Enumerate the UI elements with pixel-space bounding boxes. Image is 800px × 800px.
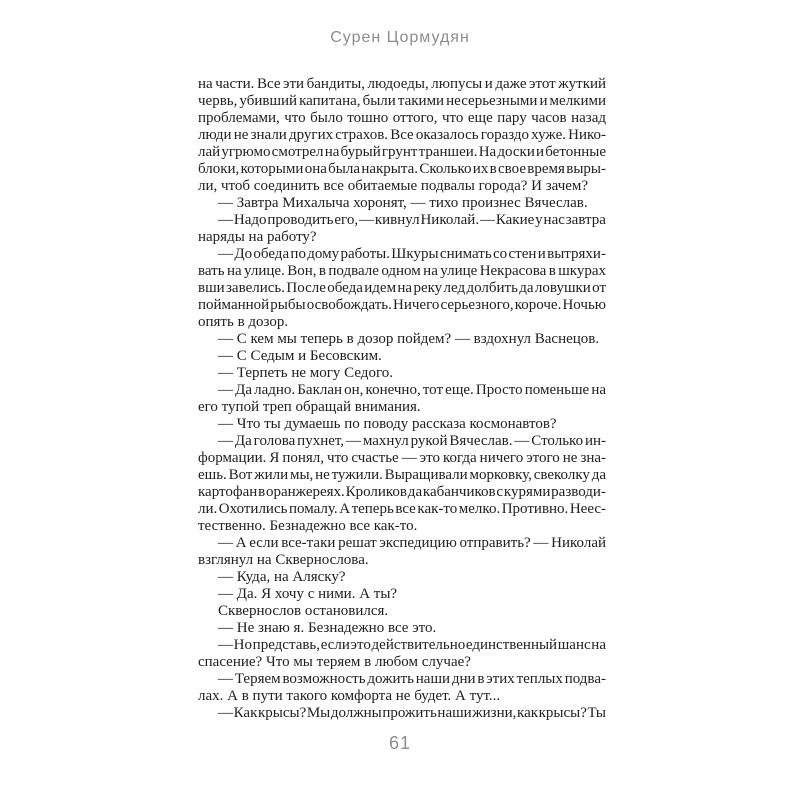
text-line-content: пойманной рыбы освобождать. Ничего серьезного, короче. Ночью [198, 297, 606, 313]
text-line [198, 263, 606, 280]
text-line-content: — Как крысы? Мы должны прожить наши жизни, как крысы? Ты [218, 705, 606, 721]
text-line [198, 178, 606, 195]
text-line-content: — С кем мы теперь в дозор пойдем? — вздохнул Васнецов. [218, 331, 600, 347]
text-line [198, 399, 606, 416]
text-line-content: вши завелись. После обеда идем на реку лед долбить да ловушки от [198, 280, 607, 296]
text-line-content: взглянул на Сквернослова. [198, 552, 369, 568]
text-line [198, 552, 606, 569]
text-line-content: люди не знали других страхов. Все оказалось гораздо хуже. Нико- [198, 127, 607, 143]
text-line-content: его тупой треп обращай внимания. [198, 399, 421, 415]
text-line-content: — До обеда по дому работы. Шкуры снимать со стен и вытряхи- [218, 246, 606, 262]
text-line-content: ешь. Вот жили мы, не тужили. Выращивали морковку, свеколку да [198, 467, 607, 483]
text-line [198, 127, 606, 144]
text-line-content: тественно. Безнадежно все как-то. [198, 518, 418, 534]
text-line [198, 212, 606, 229]
text-line [198, 382, 606, 399]
text-line-content: Сквернослов остановился. [218, 603, 389, 619]
text-line-content: вать на улице. Вон, в подвале одном на улице Некрасова в шкурах [198, 263, 606, 279]
text-line-content: на части. Все эти бандиты, людоеды, люпусы и даже этот жуткий [198, 76, 607, 92]
text-line-content: блоки, которыми она была накрыта. Сколько их в свое время выры- [198, 161, 606, 177]
text-line-content: — Что ты думаешь по поводу рассказа космонавтов? [218, 416, 557, 432]
text-line [198, 518, 606, 535]
text-line-content: — Не знаю я. Безнадежно все это. [218, 620, 437, 636]
text-line [198, 637, 606, 654]
text-line [198, 297, 606, 314]
text-line-content: — Теряем возможность дожить наши дни в этих теплых подва- [218, 671, 606, 687]
text-line [198, 280, 606, 297]
text-line-content: лах. А в пути такого комфорта не будет. А тут... [198, 688, 501, 704]
text-line-content: — Терпеть не могу Седого. [218, 365, 393, 381]
text-line-content: проблемами, что было тошно оттого, что еще пару часов назад [198, 110, 607, 126]
text-line [198, 314, 606, 331]
text-line [198, 433, 606, 450]
text-line-content: картофан в оранжереях. Кроликов да кабанчиков с курями разводи- [198, 484, 606, 500]
text-line [198, 416, 606, 433]
text-line-content: ли. Охотились помалу. А теперь все как-то мелко. Противно. Неес- [198, 501, 607, 517]
text-line [198, 654, 606, 671]
text-line [198, 246, 606, 263]
text-line [198, 348, 606, 365]
text-line-content: наряды на работу? [198, 229, 317, 245]
text-line [198, 688, 606, 705]
text-line [198, 365, 606, 382]
text-line [198, 467, 606, 484]
text-line [198, 144, 606, 161]
page-footer [0, 733, 800, 754]
text-line [198, 110, 606, 127]
text-line-content: — Куда, на Аляску? [218, 569, 346, 585]
text-line-content: — Завтра Михалыча хоронят, — тихо произнес Вячеслав. [218, 195, 588, 211]
text-line-content: — А если все-таки решат экспедицию отправить? — Николай [218, 535, 607, 551]
running-header [0, 29, 800, 47]
text-line [198, 331, 606, 348]
text-line [198, 484, 606, 501]
text-line [198, 195, 606, 212]
text-line [198, 76, 606, 93]
text-line [198, 705, 606, 722]
body-text [198, 76, 606, 722]
text-line [198, 161, 606, 178]
author-name: Сурен Цормудян [330, 29, 470, 46]
text-line [198, 620, 606, 637]
text-line [198, 93, 606, 110]
text-line-content: — С Седым и Бесовским. [218, 348, 382, 364]
text-line-content: спасение? Что мы теряем в любом случае? [198, 654, 471, 670]
page-number: 61 [388, 733, 412, 753]
text-line-content: — Да ладно. Баклан он, конечно, тот еще. Просто поменьше на [218, 382, 607, 398]
text-line [198, 535, 606, 552]
text-line [198, 671, 606, 688]
text-line-content: — Да голова пухнет, — махнул рукой Вячеслав. — Столько ин- [218, 433, 607, 449]
text-line [198, 586, 606, 603]
text-line-content: формации. Я понял, что счастье — это когда ничего этого не зна- [198, 450, 607, 466]
text-line [198, 603, 606, 620]
text-line-content: ли, чтоб соединить все обитаемые подвалы города? И зачем? [198, 178, 589, 194]
text-line-content: опять в дозор. [198, 314, 289, 330]
text-line [198, 450, 606, 467]
text-line [198, 229, 606, 246]
text-line [198, 501, 606, 518]
text-line-content: лай угрюмо смотрел на бурый грунт траншеи. На доски и бетонные [198, 144, 606, 160]
text-line-content: — Надо проводить его, — кивнул Николай. — Какие у нас завтра [218, 212, 606, 228]
text-line [198, 569, 606, 586]
text-line-content: — Но представь, если это действительно единственный шанс на [218, 637, 606, 653]
text-line-content: — Да. Я хочу с ними. А ты? [218, 586, 398, 602]
text-line-content: червь, убивший капитана, были такими несерьезными и мелкими [198, 93, 607, 109]
